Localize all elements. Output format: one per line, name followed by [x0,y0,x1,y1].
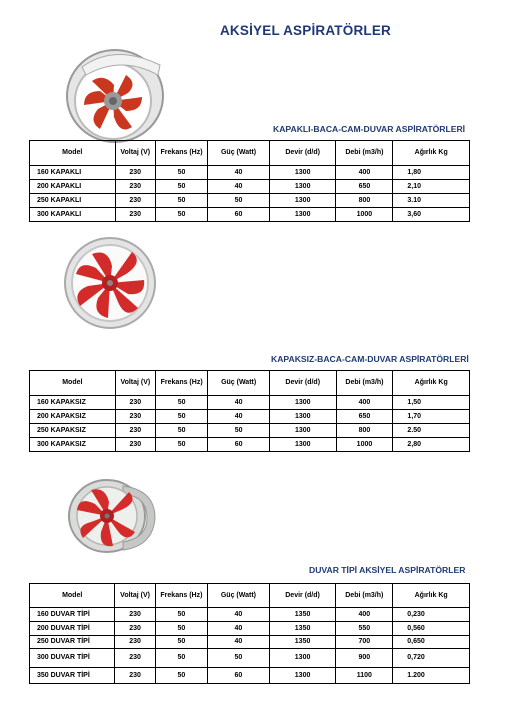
table-row [30,608,470,622]
cell: 50 [155,636,207,649]
cell: 2,80 [393,438,470,452]
cell: 230 [115,410,155,424]
cell: 1,70 [393,410,470,424]
cell: 1300 [269,410,336,424]
cell: 50 [156,438,208,452]
cell: 2,10 [393,180,470,194]
cell: 3,60 [393,208,470,222]
column-header: Ağırlık Kg [393,584,470,608]
page-title: AKSİYEL ASPİRATÖRLER [219,23,392,38]
cell: 1300 [269,668,336,684]
cell: 1350 [269,622,336,636]
cell: 0,230 [393,608,470,622]
cell: 50 [155,649,207,668]
cell: 50 [208,194,270,208]
cell: 1300 [269,194,336,208]
cell: 230 [115,668,155,684]
column-header: Frekans (Hz) [155,584,207,608]
covered-axial-fan-image [62,45,168,147]
column-header: Voltaj (V) [115,141,155,166]
section-title: KAPAKSIZ-BACA-CAM-DUVAR ASPİRATÖRLERİ [271,354,469,364]
cell: 1100 [336,668,393,684]
cell: 250 KAPAKSIZ [30,424,116,438]
cell: 230 [115,636,155,649]
cell: 40 [208,396,270,410]
cell: 1,80 [393,166,470,180]
cell: 160 KAPAKSIZ [30,396,116,410]
cell: 60 [208,438,270,452]
cell: 1300 [269,649,336,668]
cell: 230 [115,424,155,438]
cell: 160 DUVAR TİPİ [30,608,115,622]
cell: 60 [208,208,270,222]
cell: 50 [155,208,207,222]
cell: 40 [208,636,270,649]
cell: 230 [115,396,155,410]
cell: 300 KAPAKLI [30,208,116,222]
column-header: Frekans (Hz) [156,371,208,396]
table-row [30,180,470,194]
cell: 0,720 [393,649,470,668]
cell: 3.10 [393,194,470,208]
cell: 1300 [269,208,336,222]
cell: 1000 [336,438,393,452]
cell: 40 [208,622,270,636]
cell: 300 KAPAKSIZ [30,438,116,452]
section-title: KAPAKLI-BACA-CAM-DUVAR ASPİRATÖRLERİ [273,124,466,134]
cell: 550 [336,622,393,636]
cell: 230 [115,194,155,208]
cell: 1350 [269,608,336,622]
column-header: Voltaj (V) [115,371,155,396]
cell: 1000 [336,208,393,222]
column-header: Model [30,371,116,396]
uncovered-axial-fan-image [62,236,158,330]
table-header-row [30,141,470,166]
table-row [30,396,470,410]
column-header: Ağırlık Kg [393,141,470,166]
cell: 800 [336,424,393,438]
cell: 200 KAPAKSIZ [30,410,116,424]
cell: 350 DUVAR TİPİ [30,668,115,684]
column-header: Debi (m3/h) [336,584,393,608]
table-row [30,410,470,424]
cell: 400 [336,166,393,180]
table-row [30,438,470,452]
cell: 800 [336,194,393,208]
cell: 300 DUVAR TİPİ [30,649,115,668]
cell: 650 [336,410,393,424]
column-header: Devir (d/d) [269,584,336,608]
cell: 230 [115,180,155,194]
cell: 230 [115,438,155,452]
cell: 50 [208,424,270,438]
cell: 50 [208,649,270,668]
table-row [30,194,470,208]
column-header: Güç (Watt) [208,371,270,396]
cell: 230 [115,649,155,668]
table-row [30,208,470,222]
cell: 1350 [269,636,336,649]
cell: 160 KAPAKLI [30,166,116,180]
cell: 1300 [269,424,336,438]
column-header: Voltaj (V) [115,584,155,608]
column-header: Güç (Watt) [208,584,270,608]
cell: 50 [155,180,207,194]
cell: 230 [115,608,155,622]
column-header: Güç (Watt) [208,141,270,166]
table-header-row [30,584,470,608]
cell: 1.200 [393,668,470,684]
cell: 230 [115,166,155,180]
column-header: Model [30,584,115,608]
cell: 60 [208,668,270,684]
column-header: Debi (m3/h) [336,141,393,166]
cell: 50 [156,410,208,424]
table-row [30,649,470,668]
cell: 50 [155,608,207,622]
cell: 230 [115,208,155,222]
table-row [30,668,470,684]
spec-table [29,583,470,684]
cell: 2.50 [393,424,470,438]
cell: 1300 [269,396,336,410]
table-row [30,636,470,649]
cell: 1,50 [393,396,470,410]
cell: 50 [155,194,207,208]
cell: 40 [208,180,270,194]
cell: 250 KAPAKLI [30,194,116,208]
cell: 40 [208,410,270,424]
cell: 50 [156,424,208,438]
table-row [30,622,470,636]
cell: 200 KAPAKLI [30,180,116,194]
cell: 400 [336,608,393,622]
column-header: Model [30,141,116,166]
cell: 0,650 [393,636,470,649]
cell: 230 [115,622,155,636]
cell: 50 [155,622,207,636]
cell: 50 [155,166,207,180]
cell: 250 DUVAR TİPİ [30,636,115,649]
cell: 40 [208,608,270,622]
table-row [30,166,470,180]
spec-table [29,370,470,452]
cell: 1300 [269,166,336,180]
section-title: DUVAR TİPİ AKSİYEL ASPİRATÖRLER [309,565,466,575]
cell: 1300 [269,438,336,452]
column-header: Devir (d/d) [269,141,336,166]
spec-table [29,140,470,222]
cell: 700 [336,636,393,649]
table-header-row [30,371,470,396]
cell: 200 DUVAR TİPİ [30,622,115,636]
cell: 900 [336,649,393,668]
cell: 400 [336,396,393,410]
cell: 40 [208,166,270,180]
column-header: Devir (d/d) [269,371,336,396]
column-header: Ağırlık Kg [393,371,470,396]
cell: 650 [336,180,393,194]
table-row [30,424,470,438]
wall-type-axial-fan-image [63,476,161,556]
cell: 50 [156,396,208,410]
cell: 1300 [269,180,336,194]
cell: 50 [155,668,207,684]
column-header: Debi (m3/h) [336,371,393,396]
cell: 0,560 [393,622,470,636]
column-header: Frekans (Hz) [155,141,207,166]
